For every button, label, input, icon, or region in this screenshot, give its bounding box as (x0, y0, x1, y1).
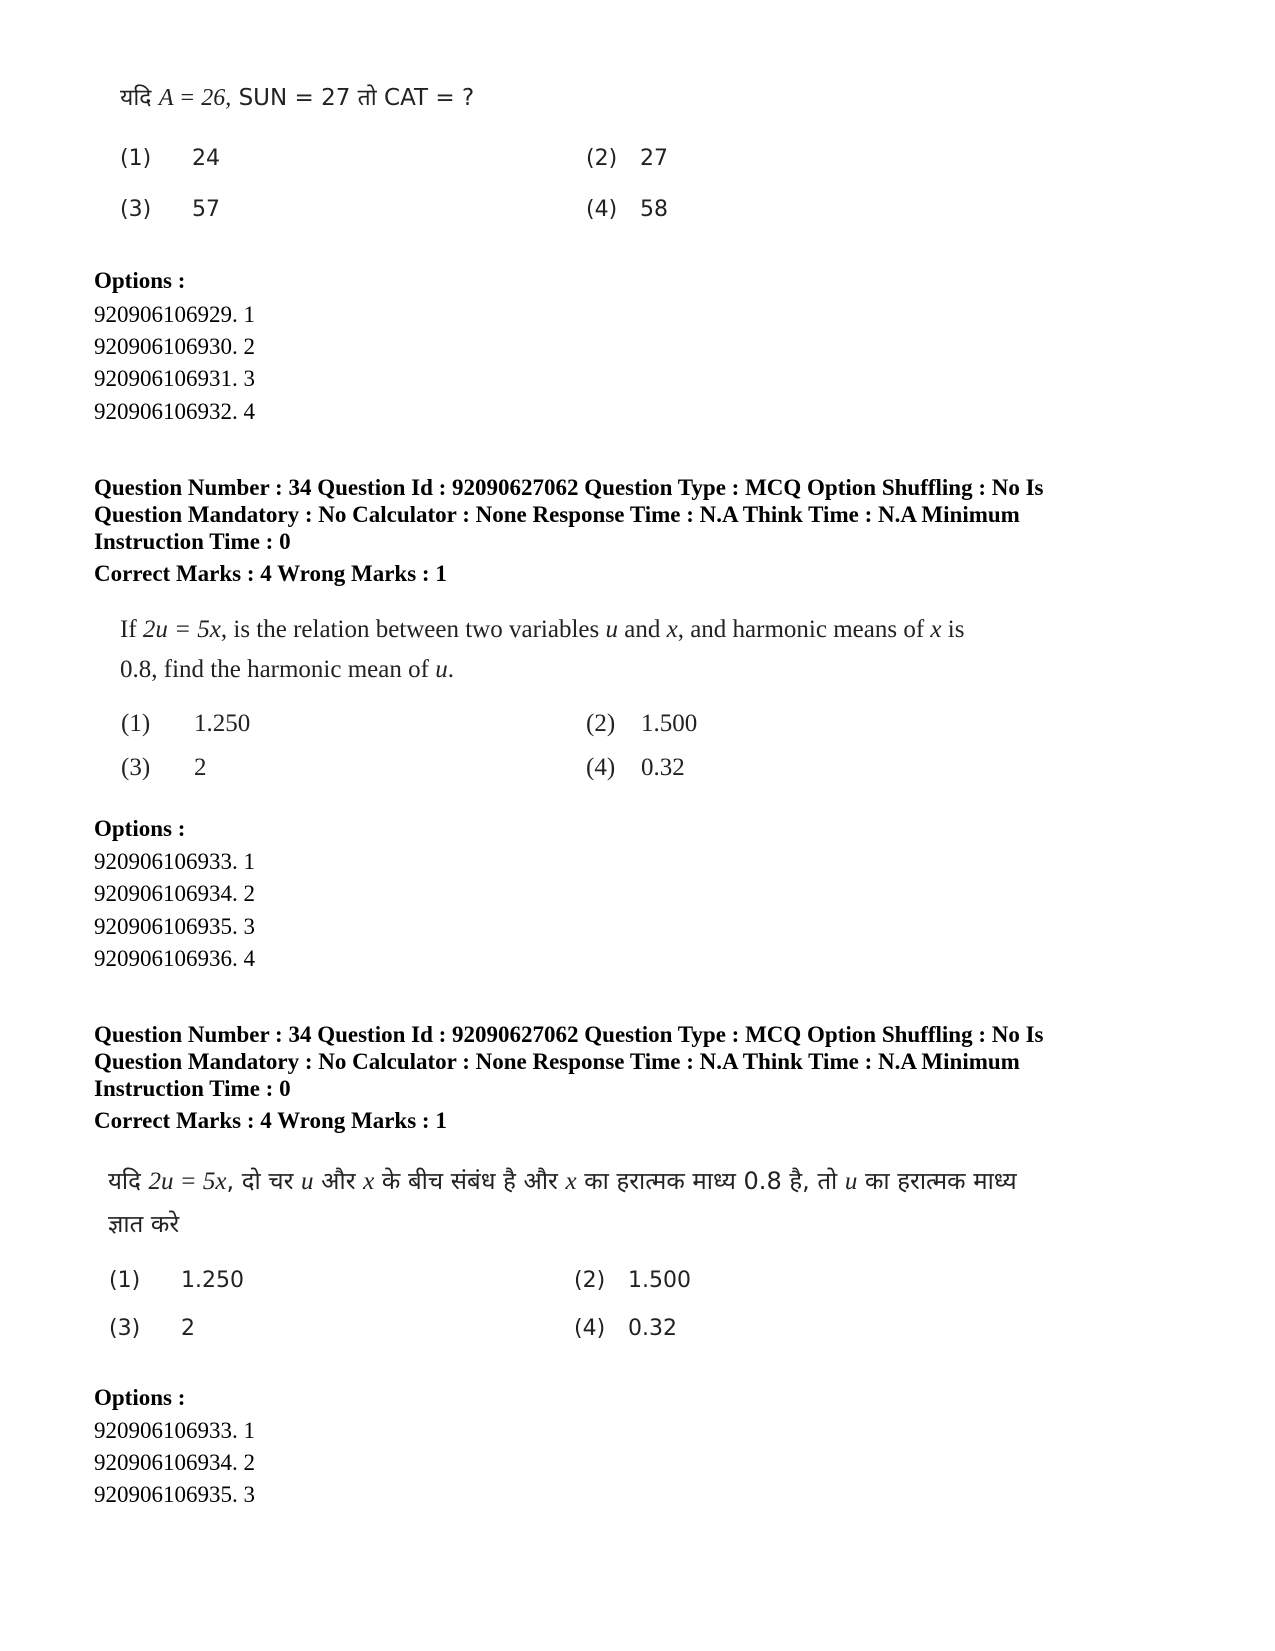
q33-option-1: 920906106929. 1 (94, 302, 255, 327)
q34-hi-choice-1-num: (1) (109, 1268, 141, 1293)
q34-hi-choice-1-value: 1.250 (181, 1268, 244, 1293)
q34-hi-meta-line-3: Instruction Time : 0 (94, 1076, 291, 1101)
q34-en-equation: 2u = 5x (142, 616, 221, 643)
q33-choice-4-num: (4) (586, 197, 618, 222)
q34-en-option-4: 920906106936. 4 (94, 946, 255, 971)
q33-options-label: Options : (94, 268, 186, 293)
q34-en-option-2: 920906106934. 2 (94, 881, 255, 906)
q33-choice-3-num: (3) (120, 197, 152, 222)
q34-en-choice-2-num: (2) (586, 710, 616, 737)
q33-option-3: 920906106931. 3 (94, 366, 255, 391)
q34-en-question-text: If 2u = 5x, is the relation between two variables u and x, and harmonic means of x is 0.8, find the harmonic mean of u. (120, 616, 965, 683)
q34-en-marks: Correct Marks : 4 Wrong Marks : 1 (94, 561, 447, 586)
q34-en-choice-3-value: 2 (194, 754, 207, 781)
q34-en-meta-line-1: Question Number : 34 Question Id : 92090627062 Question Type : MCQ Option Shuffling : No Is (94, 475, 1044, 500)
q34-en-option-3: 920906106935. 3 (94, 914, 255, 939)
q33-question-text (120, 80, 474, 112)
q34-en-meta-line-3: Instruction Time : 0 (94, 529, 291, 554)
q34-hi-choice-4-num: (4) (574, 1316, 606, 1341)
q34-en-choice-1-value: 1.250 (194, 710, 251, 737)
q33-math: A = 26, (158, 85, 232, 111)
q34-hi-marks: Correct Marks : 4 Wrong Marks : 1 (94, 1108, 447, 1133)
q34-hi-choice-2-value: 1.500 (628, 1268, 691, 1293)
q33-choice-1-num: (1) (120, 146, 152, 171)
q34-en-option-1: 920906106933. 1 (94, 849, 255, 874)
q34-hi-meta-line-2: Question Mandatory : No Calculator : None Response Time : N.A Think Time : N.A Minimum (94, 1049, 1020, 1074)
q34-en-meta-line-2: Question Mandatory : No Calculator : None Response Time : N.A Think Time : N.A Minimum (94, 502, 1020, 527)
q33-option-4: 920906106932. 4 (94, 399, 255, 424)
q33-rest: SUN = 27 तो CAT = ? (238, 85, 475, 111)
q34-en-choice-2-value: 1.500 (641, 710, 698, 737)
q34-en-choice-1-num: (1) (121, 710, 151, 737)
q34-hi-meta-line-1: Question Number : 34 Question Id : 92090627062 Question Type : MCQ Option Shuffling : No Is (94, 1022, 1044, 1047)
q34-hi-equation: 2u = 5x (148, 1168, 227, 1195)
q34-hi-option-2: 920906106934. 2 (94, 1450, 255, 1475)
q33-choice-1-value: 24 (192, 146, 220, 171)
q34-en-choice-4-value: 0.32 (641, 754, 685, 781)
q34-hi-choice-2-num: (2) (574, 1268, 606, 1293)
q34-en-choice-3-num: (3) (121, 754, 151, 781)
q34-en-choice-4-num: (4) (586, 754, 616, 781)
q33-option-2: 920906106930. 2 (94, 334, 255, 359)
q34-en-options-label: Options : (94, 816, 186, 841)
q34-hi-choice-3-num: (3) (109, 1316, 141, 1341)
q33-choice-4-value: 58 (640, 197, 668, 222)
q33-choice-2-value: 27 (640, 146, 668, 171)
q33-choice-2-num: (2) (586, 146, 618, 171)
q34-hi-option-1: 920906106933. 1 (94, 1418, 255, 1443)
q34-hi-options-label: Options : (94, 1385, 186, 1410)
q34-hi-option-3: 920906106935. 3 (94, 1482, 255, 1507)
q34-hi-choice-3-value: 2 (181, 1316, 195, 1341)
q33-choice-3-value: 57 (192, 197, 220, 222)
q34-hi-question-text: यदि 2u = 5x, दो चर u और x के बीच संबंध है और x का हरात्मक माध्य 0.8 है, तो u का हरात्मक माध्य ज्ञात करे (108, 1167, 1017, 1238)
q34-hi-choice-4-value: 0.32 (628, 1316, 677, 1341)
q33-prefix: यदि (120, 85, 152, 111)
